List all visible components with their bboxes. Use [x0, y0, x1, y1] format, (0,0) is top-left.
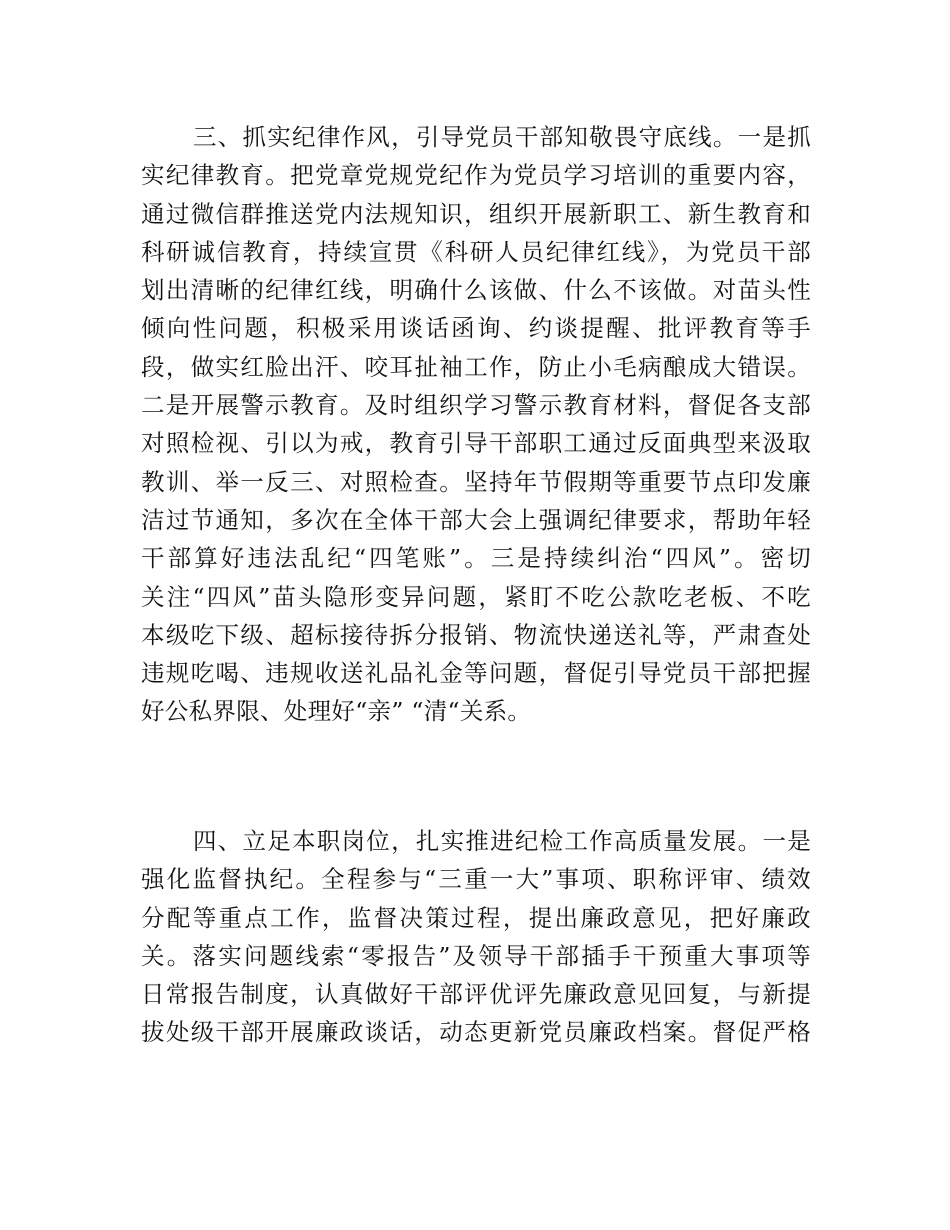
text-line: 分配等重点工作，监督决策过程，提出廉政意见，把好廉政	[141, 903, 811, 932]
text-line: 日常报告制度，认真做好干部评优评先廉政意见回复，与新提	[141, 980, 811, 1009]
text-line: 段，做实红脸出汗、咬耳扯袖工作，防止小毛病酿成大错误。	[141, 352, 811, 381]
text-line: 倾向性问题，积极采用谈话函询、约谈提醒、批评教育等手	[141, 314, 811, 343]
text-line: 关。落实问题线索“零报告”及领导干部插手干预重大事项等	[141, 941, 811, 970]
text-line: 四、立足本职岗位，扎实推进纪检工作高质量发展。一是	[193, 827, 811, 855]
text-line: 洁过节通知，多次在全体干部大会上强调纪律要求，帮助年轻	[141, 505, 811, 534]
text-line: 对照检视、引以为戒，教育引导干部职工通过反面典型来汲取	[141, 429, 811, 458]
paragraph-supervision-work	[141, 822, 811, 1052]
text-line: 好公私界限、处理好“亲” “清“关系。	[141, 697, 532, 726]
text-line: 三、抓实纪律作风，引导党员干部知敬畏守底线。一是抓	[193, 123, 811, 151]
text-line: 二是开展警示教育。及时组织学习警示教育材料，督促各支部	[141, 391, 811, 420]
text-line: 实纪律教育。把党章党规党纪作为党员学习培训的重要内容，	[141, 161, 811, 190]
text-line: 违规吃喝、违规收送礼品礼金等问题，督促引导党员干部把握	[141, 659, 811, 688]
text-line: 干部算好违法乱纪“四笔账”。三是持续纠治“四风”。密切	[141, 544, 811, 573]
text-line: 拔处级干部开展廉政谈话，动态更新党员廉政档案。督促严格	[141, 1018, 811, 1047]
text-line: 关注“四风”苗头隐形变异问题，紧盯不吃公款吃老板、不吃	[141, 582, 811, 611]
text-line: 划出清晰的纪律红线，明确什么该做、什么不该做。对苗头性	[141, 276, 811, 305]
text-line: 通过微信群推送党内法规知识，组织开展新职工、新生教育和	[141, 199, 811, 228]
text-line: 科研诚信教育，持续宣贯《科研人员纪律红线》，为党员干部	[141, 237, 811, 266]
paragraph-discipline-style	[141, 118, 811, 731]
text-line: 教训、举一反三、对照检查。坚持年节假期等重要节点印发廉	[141, 467, 811, 496]
text-line: 本级吃下级、超标接待拆分报销、物流快递送礼等，严肃查处	[141, 620, 811, 649]
text-line: 强化监督执纪。全程参与“三重一大”事项、职称评审、绩效	[141, 865, 811, 894]
